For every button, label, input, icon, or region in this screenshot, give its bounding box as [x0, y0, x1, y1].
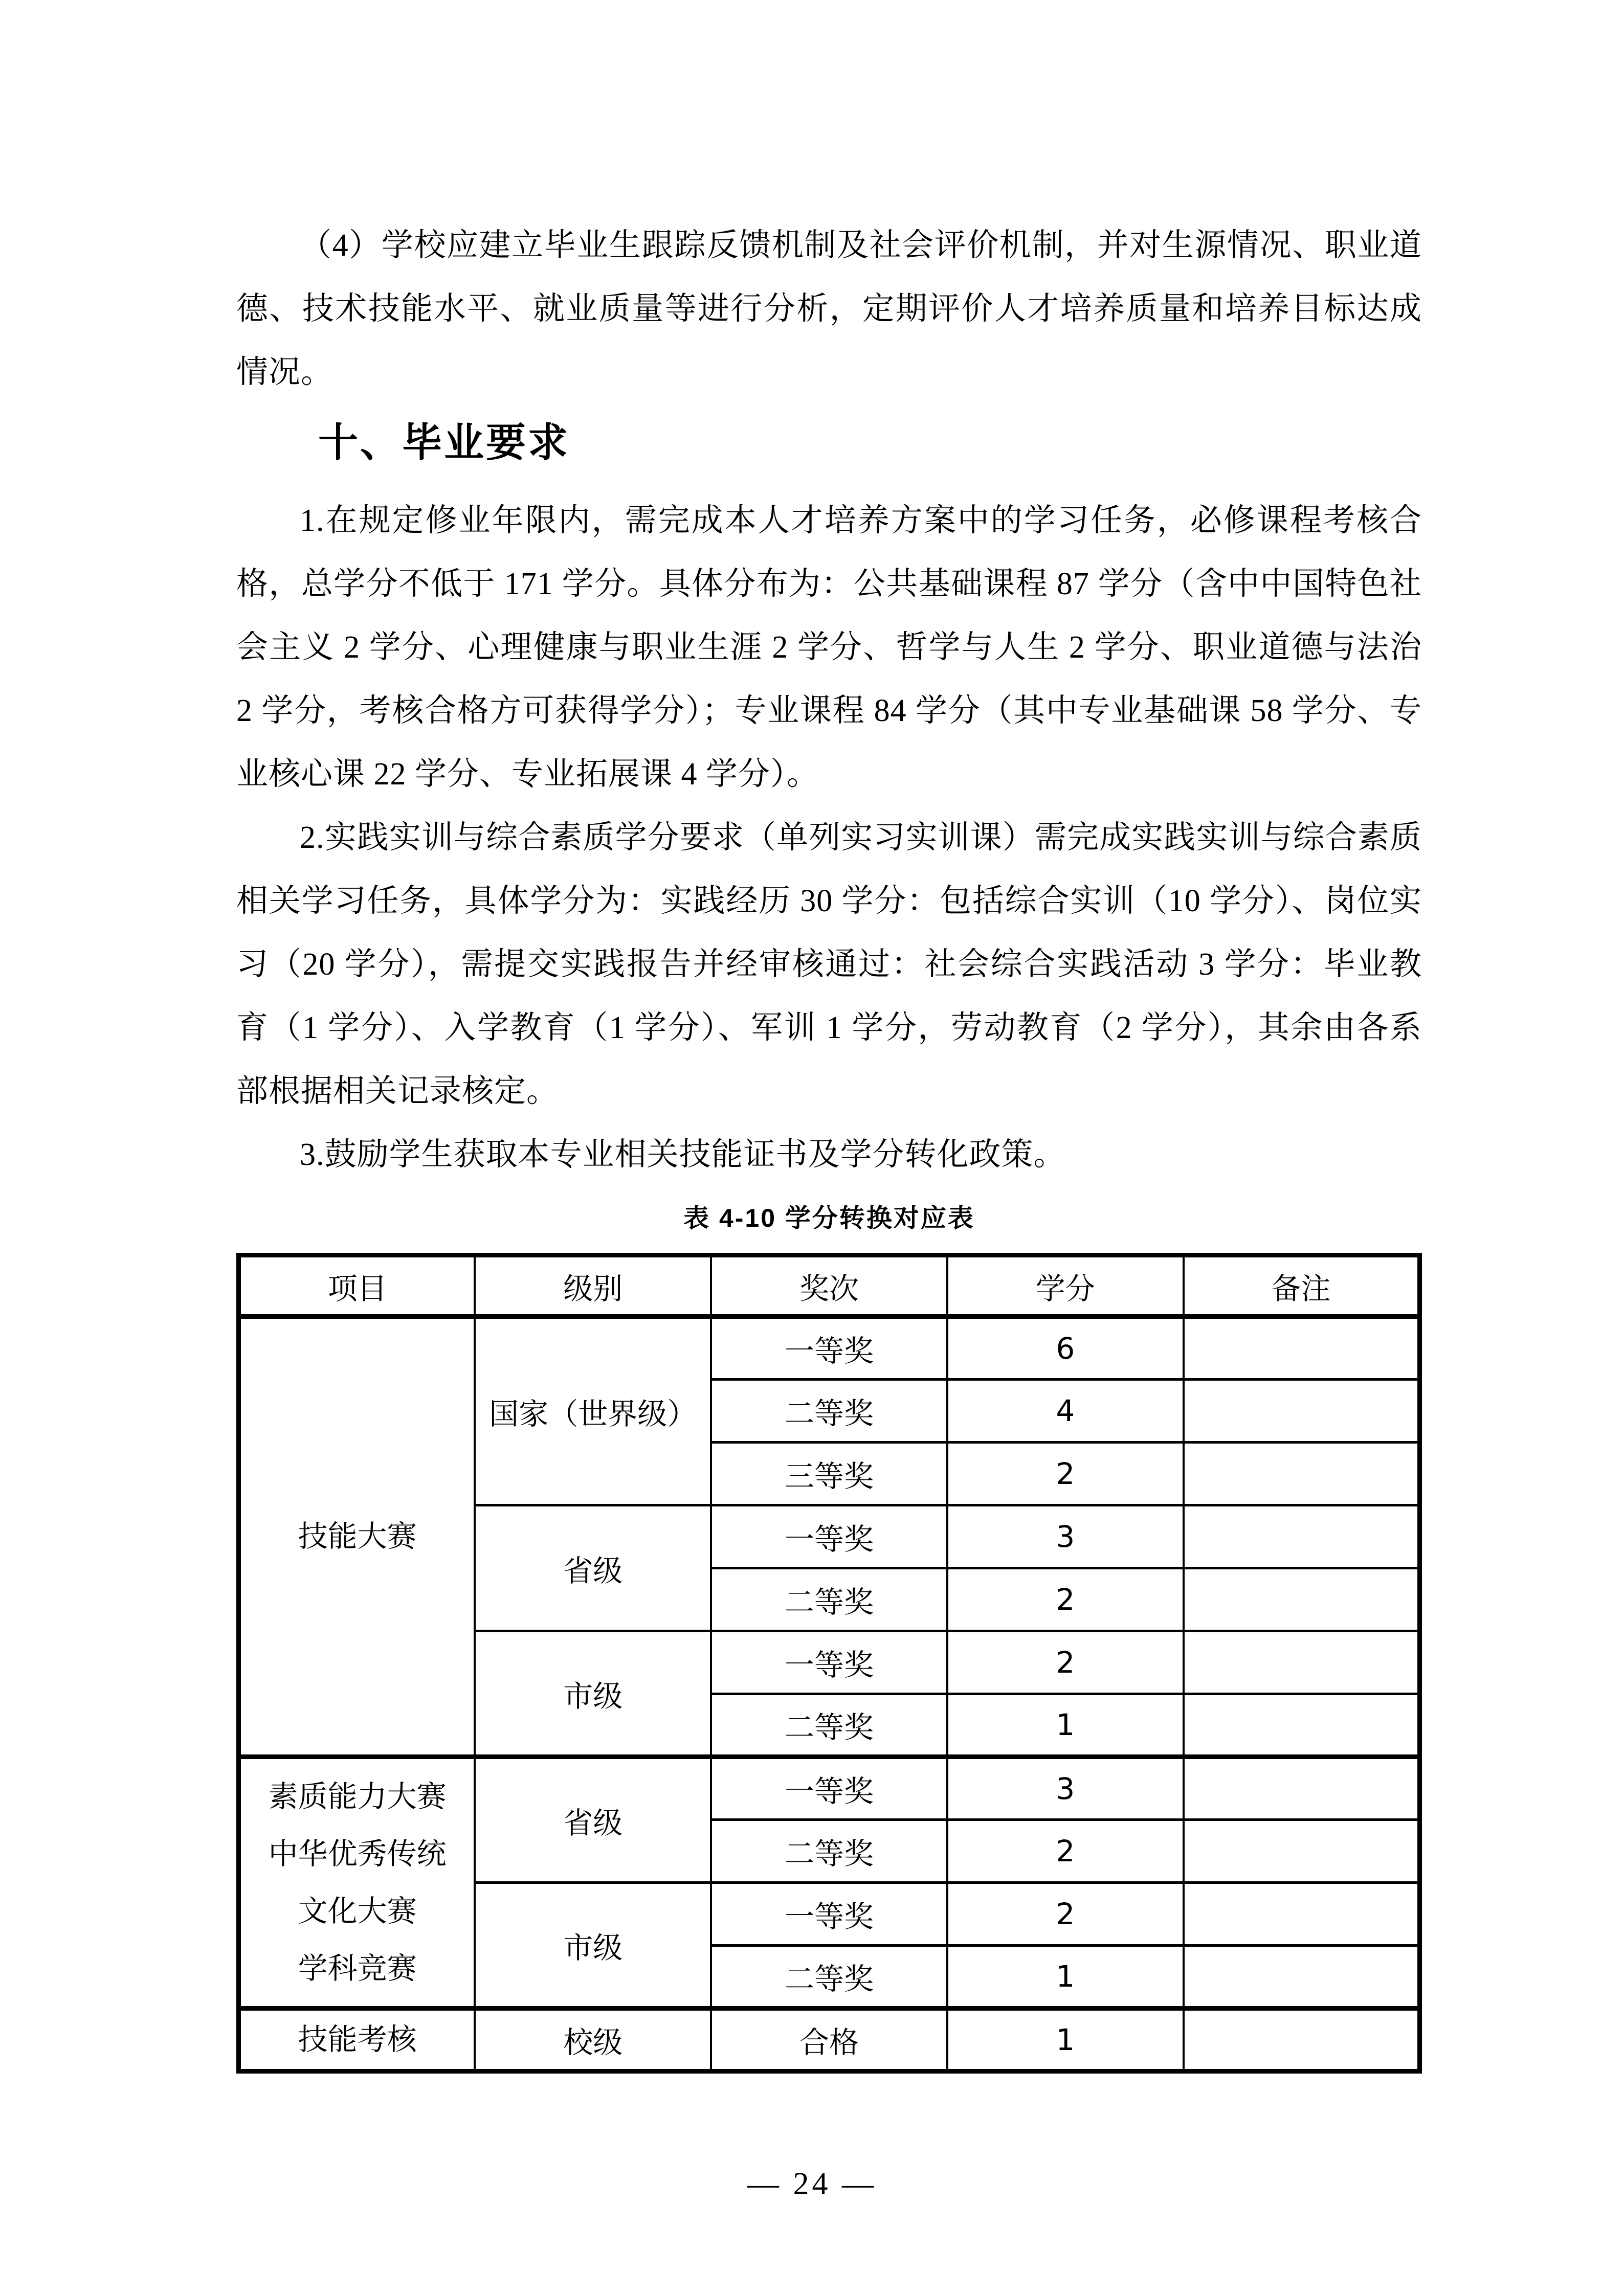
remark-cell [1184, 2009, 1420, 2072]
project-label: 文化大赛 [298, 1894, 417, 1928]
credit-cell: 1 [947, 2009, 1184, 2072]
credit-cell: 3 [947, 1505, 1184, 1568]
award-cell: 二等奖 [711, 1380, 947, 1443]
credit-conversion-table [236, 1253, 1422, 2074]
project-cell [239, 1757, 475, 2009]
credit-cell: 1 [947, 1946, 1184, 2009]
column-header-remark: 备注 [1184, 1255, 1420, 1317]
award-cell: 一等奖 [711, 1883, 947, 1946]
project-cell [239, 1317, 475, 1757]
credit-cell: 2 [947, 1820, 1184, 1883]
paragraph-feedback-mechanism: （4）学校应建立毕业生跟踪反馈机制及社会评价机制，并对生源情况、职业道德、技术技能水平、就业质量等进行分析，定期评价人才培养质量和培养目标达成情况。 [236, 228, 1422, 390]
level-cell: 市级 [475, 1883, 711, 2009]
award-cell: 一等奖 [711, 1317, 947, 1380]
project-cell [239, 2009, 475, 2072]
award-cell: 二等奖 [711, 1946, 947, 2009]
credit-cell: 2 [947, 1568, 1184, 1631]
award-cell: 合格 [711, 2009, 947, 2072]
credit-cell: 2 [947, 1631, 1184, 1694]
credit-cell: 1 [947, 1694, 1184, 1757]
page-content [236, 214, 1422, 2074]
remark-cell [1184, 1883, 1420, 1946]
credit-cell: 2 [947, 1443, 1184, 1505]
paragraph-certificate-policy: 3.鼓励学生获取本专业相关技能证书及学分转化政策。 [300, 1137, 1066, 1172]
remark-cell [1184, 1694, 1420, 1757]
remark-cell [1184, 1317, 1420, 1380]
column-header-project: 项目 [239, 1255, 475, 1317]
table-row [239, 2009, 1420, 2072]
remark-cell [1184, 1946, 1420, 2009]
award-cell: 一等奖 [711, 1757, 947, 1820]
remark-cell [1184, 1757, 1420, 1820]
project-label: 技能大赛 [298, 1520, 417, 1553]
award-cell: 三等奖 [711, 1443, 947, 1505]
remark-cell [1184, 1568, 1420, 1631]
credit-cell: 3 [947, 1757, 1184, 1820]
remark-cell [1184, 1631, 1420, 1694]
table-caption: 表 4-10 学分转换对应表 [683, 1204, 975, 1232]
credit-cell: 6 [947, 1317, 1184, 1380]
table-row [239, 1757, 1420, 1820]
page-number: — 24 — [747, 2167, 877, 2201]
column-header-credit: 学分 [947, 1255, 1184, 1317]
project-label: 中华优秀传统 [268, 1837, 447, 1871]
credit-cell: 2 [947, 1883, 1184, 1946]
level-cell: 市级 [475, 1631, 711, 1757]
award-cell: 一等奖 [711, 1631, 947, 1694]
credit-cell: 4 [947, 1380, 1184, 1443]
level-cell: 省级 [475, 1757, 711, 1883]
award-cell: 一等奖 [711, 1505, 947, 1568]
table-row [239, 1317, 1420, 1380]
project-label: 技能考核 [298, 2023, 417, 2056]
remark-cell [1184, 1820, 1420, 1883]
award-cell: 二等奖 [711, 1694, 947, 1757]
level-cell: 省级 [475, 1505, 711, 1631]
column-header-level: 级别 [475, 1255, 711, 1317]
level-cell: 校级 [475, 2009, 711, 2072]
remark-cell [1184, 1443, 1420, 1505]
section-heading-graduation-requirements: 十、毕业要求 [318, 420, 570, 465]
award-cell: 二等奖 [711, 1568, 947, 1631]
level-cell: 国家（世界级） [475, 1317, 711, 1505]
remark-cell [1184, 1505, 1420, 1568]
award-cell: 二等奖 [711, 1820, 947, 1883]
table-header-row [239, 1255, 1420, 1317]
paragraph-credit-requirements: 1.在规定修业年限内，需完成本人才培养方案中的学习任务，必修课程考核合格，总学分不低于 171 学分。具体分布为：公共基础课程 87 学分（含中中国特色社会主义 2 学分、心理健康与职业生涯 2 学分、哲学与人生 2 学分、职业道德与法治 2 学分，考核合格方可获得学分）；专业课程 84 学分（其中专业基础课 58 学分、专业核心课 22 学分、专业拓展课 4 学分）。 [236, 503, 1422, 792]
project-label: 素质能力大赛 [268, 1780, 447, 1813]
paragraph-practice-credits: 2.实践实训与综合素质学分要求（单列实习实训课）需完成实践实训与综合素质相关学习任务，具体学分为：实践经历 30 学分：包括综合实训（10 学分）、岗位实习（20 学分），需提交实践报告并经审核通过：社会综合实践活动 3 学分：毕业教育（1 学分）、入学教育（1 学分）、军训 1 学分，劳动教育（2 学分），其余由各系部根据相关记录核定。 [236, 820, 1422, 1109]
project-label: 学科竞赛 [298, 1951, 417, 1985]
column-header-award: 奖次 [711, 1255, 947, 1317]
remark-cell [1184, 1380, 1420, 1443]
